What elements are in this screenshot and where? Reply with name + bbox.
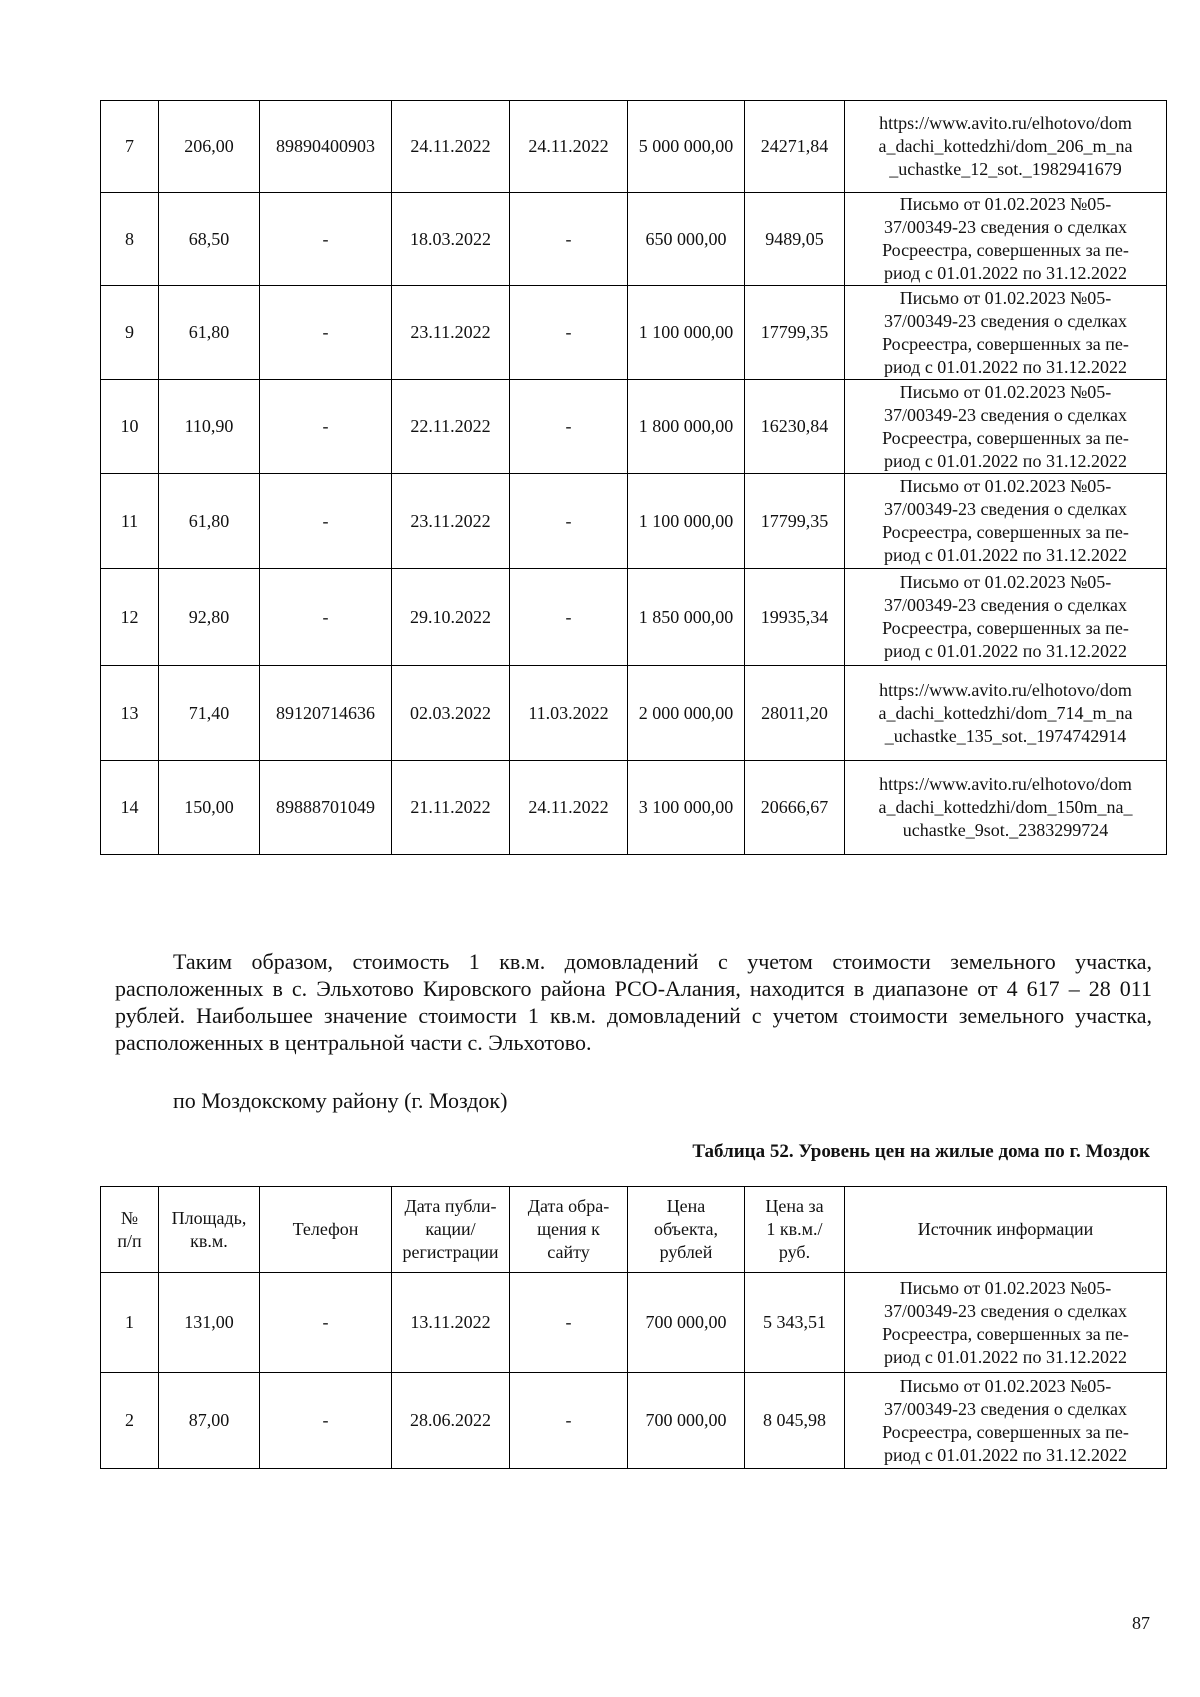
header-area: Площадь, кв.м. xyxy=(159,1187,260,1273)
price-per-m2-cell: 20666,67 xyxy=(745,761,845,855)
publication-date-cell: 23.11.2022 xyxy=(392,474,510,569)
row-number: 7 xyxy=(101,101,159,193)
row-number: 10 xyxy=(101,380,159,474)
source-cell: Письмо от 01.02.2023 №05- 37/00349-23 сведения о сделках Росреестра, совершенных за пе- риод с 01.01.2022 по 31.12.2022 xyxy=(845,569,1167,666)
row-number: 8 xyxy=(101,193,159,286)
contact-date-cell: 24.11.2022 xyxy=(510,761,628,855)
header-price-per-m2: Цена за 1 кв.м./ руб. xyxy=(745,1187,845,1273)
table-row xyxy=(101,761,1167,855)
phone-cell: - xyxy=(260,1273,392,1373)
contact-date-cell: 11.03.2022 xyxy=(510,666,628,761)
price-cell: 650 000,00 xyxy=(628,193,745,286)
price-cell: 2 000 000,00 xyxy=(628,666,745,761)
publication-date-cell: 22.11.2022 xyxy=(392,380,510,474)
area-cell: 110,90 xyxy=(159,380,260,474)
area-cell: 92,80 xyxy=(159,569,260,666)
contact-date-cell: - xyxy=(510,1373,628,1469)
price-per-m2-cell: 24271,84 xyxy=(745,101,845,193)
area-cell: 68,50 xyxy=(159,193,260,286)
area-cell: 61,80 xyxy=(159,286,260,380)
price-table-elkhotovo xyxy=(100,100,1167,855)
price-cell: 3 100 000,00 xyxy=(628,761,745,855)
phone-cell: - xyxy=(260,474,392,569)
source-cell: Письмо от 01.02.2023 №05- 37/00349-23 сведения о сделках Росреестра, совершенных за пе- риод с 01.01.2022 по 31.12.2022 xyxy=(845,1273,1167,1373)
table-row xyxy=(101,569,1167,666)
row-number: 9 xyxy=(101,286,159,380)
price-cell: 700 000,00 xyxy=(628,1373,745,1469)
contact-date-cell: - xyxy=(510,569,628,666)
price-table-mozdok xyxy=(100,1186,1167,1469)
price-per-m2-cell: 16230,84 xyxy=(745,380,845,474)
source-cell: Письмо от 01.02.2023 №05- 37/00349-23 сведения о сделках Росреестра, совершенных за пе- риод с 01.01.2022 по 31.12.2022 xyxy=(845,1373,1167,1469)
phone-cell: 89120714636 xyxy=(260,666,392,761)
price-per-m2-cell: 8 045,98 xyxy=(745,1373,845,1469)
header-source: Источник информации xyxy=(845,1187,1167,1273)
header-contact-date: Дата обра- щения к сайту xyxy=(510,1187,628,1273)
table-row xyxy=(101,286,1167,380)
phone-cell: - xyxy=(260,380,392,474)
header-number: № п/п xyxy=(101,1187,159,1273)
row-number: 1 xyxy=(101,1273,159,1373)
source-cell: Письмо от 01.02.2023 №05- 37/00349-23 сведения о сделках Росреестра, совершенных за пе- риод с 01.01.2022 по 31.12.2022 xyxy=(845,286,1167,380)
table-row xyxy=(101,193,1167,286)
table-row xyxy=(101,474,1167,569)
price-per-m2-cell: 9489,05 xyxy=(745,193,845,286)
publication-date-cell: 18.03.2022 xyxy=(392,193,510,286)
area-cell: 206,00 xyxy=(159,101,260,193)
phone-cell: - xyxy=(260,1373,392,1469)
phone-cell: - xyxy=(260,569,392,666)
row-number: 13 xyxy=(101,666,159,761)
page-number: 87 xyxy=(1132,1613,1150,1633)
row-number: 14 xyxy=(101,761,159,855)
contact-date-cell: - xyxy=(510,474,628,569)
section-heading-mozdok: по Моздокскому району (г. Моздок) xyxy=(173,1088,508,1113)
price-cell: 1 100 000,00 xyxy=(628,286,745,380)
area-cell: 71,40 xyxy=(159,666,260,761)
header-phone: Телефон xyxy=(260,1187,392,1273)
contact-date-cell: - xyxy=(510,286,628,380)
price-cell: 1 100 000,00 xyxy=(628,474,745,569)
price-per-m2-cell: 28011,20 xyxy=(745,666,845,761)
row-number: 11 xyxy=(101,474,159,569)
publication-date-cell: 02.03.2022 xyxy=(392,666,510,761)
table-row xyxy=(101,666,1167,761)
table-row xyxy=(101,101,1167,193)
phone-cell: 89888701049 xyxy=(260,761,392,855)
phone-cell: - xyxy=(260,193,392,286)
contact-date-cell: - xyxy=(510,380,628,474)
source-cell: https://www.avito.ru/elhotovo/dom a_dachi_kottedzhi/dom_714_m_na _uchastke_135_sot._1974742914 xyxy=(845,666,1167,761)
table-caption: Таблица 52. Уровень цен на жилые дома по г. Моздок xyxy=(692,1141,1150,1162)
table-row xyxy=(101,380,1167,474)
area-cell: 61,80 xyxy=(159,474,260,569)
contact-date-cell: - xyxy=(510,1273,628,1373)
price-cell: 1 800 000,00 xyxy=(628,380,745,474)
row-number: 2 xyxy=(101,1373,159,1469)
publication-date-cell: 23.11.2022 xyxy=(392,286,510,380)
area-cell: 87,00 xyxy=(159,1373,260,1469)
table-row xyxy=(101,1373,1167,1469)
price-cell: 5 000 000,00 xyxy=(628,101,745,193)
source-cell: Письмо от 01.02.2023 №05- 37/00349-23 сведения о сделках Росреестра, совершенных за пе- риод с 01.01.2022 по 31.12.2022 xyxy=(845,193,1167,286)
header-publication-date: Дата публи- кации/ регистрации xyxy=(392,1187,510,1273)
price-per-m2-cell: 5 343,51 xyxy=(745,1273,845,1373)
contact-date-cell: - xyxy=(510,193,628,286)
source-cell: Письмо от 01.02.2023 №05- 37/00349-23 сведения о сделках Росреестра, совершенных за пе- риод с 01.01.2022 по 31.12.2022 xyxy=(845,474,1167,569)
contact-date-cell: 24.11.2022 xyxy=(510,101,628,193)
publication-date-cell: 13.11.2022 xyxy=(392,1273,510,1373)
source-cell: https://www.avito.ru/elhotovo/dom a_dachi_kottedzhi/dom_150m_na_ uchastke_9sot._2383299724 xyxy=(845,761,1167,855)
publication-date-cell: 24.11.2022 xyxy=(392,101,510,193)
publication-date-cell: 29.10.2022 xyxy=(392,569,510,666)
publication-date-cell: 28.06.2022 xyxy=(392,1373,510,1469)
price-cell: 1 850 000,00 xyxy=(628,569,745,666)
row-number: 12 xyxy=(101,569,159,666)
publication-date-cell: 21.11.2022 xyxy=(392,761,510,855)
header-price: Цена объекта, рублей xyxy=(628,1187,745,1273)
source-cell: Письмо от 01.02.2023 №05- 37/00349-23 сведения о сделках Росреестра, совершенных за пе- риод с 01.01.2022 по 31.12.2022 xyxy=(845,380,1167,474)
price-per-m2-cell: 17799,35 xyxy=(745,474,845,569)
price-per-m2-cell: 17799,35 xyxy=(745,286,845,380)
area-cell: 131,00 xyxy=(159,1273,260,1373)
table-header-row xyxy=(101,1187,1167,1273)
price-cell: 700 000,00 xyxy=(628,1273,745,1373)
source-cell: https://www.avito.ru/elhotovo/dom a_dachi_kottedzhi/dom_206_m_na _uchastke_12_sot._1982941679 xyxy=(845,101,1167,193)
table-row xyxy=(101,1273,1167,1373)
price-per-m2-cell: 19935,34 xyxy=(745,569,845,666)
phone-cell: 89890400903 xyxy=(260,101,392,193)
phone-cell: - xyxy=(260,286,392,380)
area-cell: 150,00 xyxy=(159,761,260,855)
conclusion-paragraph: Таким образом, стоимость 1 кв.м. домовладений с учетом стоимости земельного участка, расположенных в с. Эльхотово Кировского района РСО-Алания, находится в диапазоне от 4 617 – 28 011 рублей. Наибольшее значение стоимости 1 кв.м. домовладений с учетом стоимости земельного участка, расположенных в центральной части с. Эльхотово. xyxy=(115,949,1152,1055)
